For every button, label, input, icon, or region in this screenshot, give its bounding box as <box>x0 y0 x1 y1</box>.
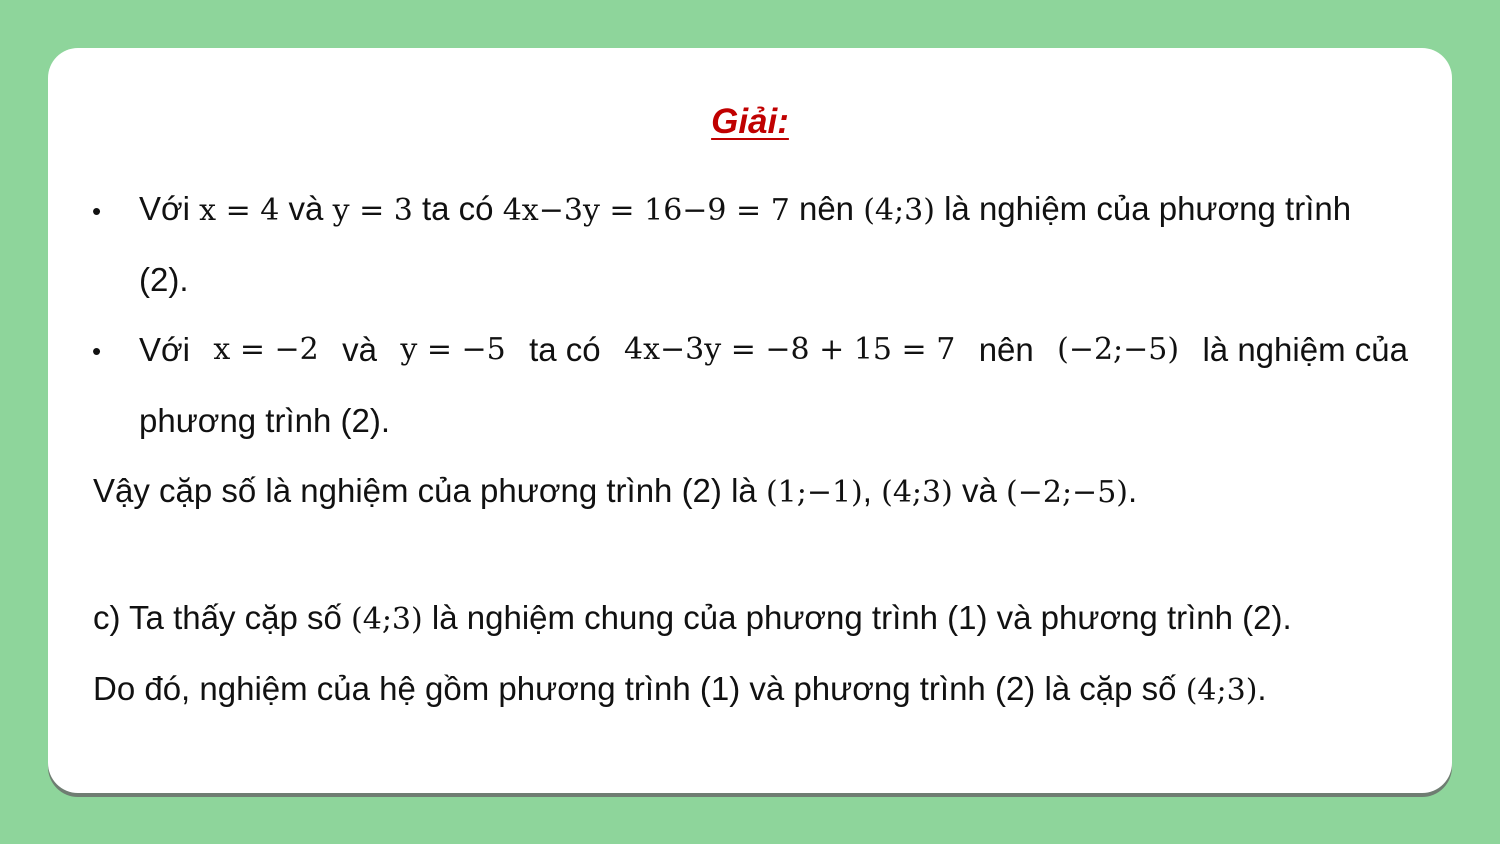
math-expression: (4;3) <box>1185 673 1258 708</box>
text: . <box>1257 670 1267 707</box>
bullet-1-line-2: (2). <box>139 261 189 298</box>
math-expression: (−2;−5) <box>1057 332 1180 367</box>
text: là nghiệm chung của phương trình (1) và phương trình (2). <box>422 599 1292 636</box>
bullet-2-line-2: phương trình (2). <box>139 402 391 439</box>
math-expression: y = −5 <box>400 332 506 367</box>
math-expression: x = −2 <box>213 332 319 367</box>
text: Với <box>139 331 190 368</box>
math-expression: (1;−1) <box>765 475 863 510</box>
text: và <box>342 331 377 368</box>
slide-title: Giải: <box>711 102 789 141</box>
bullet-1-line-1 <box>139 189 1351 231</box>
text: . <box>1127 472 1138 509</box>
bullet-2-line-1 <box>139 330 1408 370</box>
text: và <box>952 472 1007 509</box>
text: Vậy cặp số là nghiệm của phương trình (2) là <box>93 472 766 509</box>
text: nên <box>978 331 1034 368</box>
text: Với <box>139 190 200 227</box>
text: c) Ta thấy cặp số <box>93 599 352 636</box>
part-c-line <box>93 598 1292 640</box>
bullet-marker: • <box>92 196 102 226</box>
text: là nghiệm của <box>1202 331 1408 368</box>
final-line <box>93 669 1267 711</box>
text: Do đó, nghiệm của hệ gồm phương trình (1) và phương trình (2) là cặp số <box>93 670 1186 707</box>
math-expression: y = 3 <box>332 193 413 228</box>
math-expression: 4x−3y = −8 + 15 = 7 <box>624 332 956 367</box>
math-expression: 4x−3y = 16−9 = 7 <box>502 193 790 228</box>
text: và <box>279 190 333 227</box>
math-expression: (−2;−5) <box>1006 475 1128 510</box>
math-expression: x = 4 <box>199 193 280 228</box>
text: ta có <box>412 190 503 227</box>
math-expression: (4;3) <box>863 193 935 228</box>
text: , <box>862 472 882 509</box>
text: ta có <box>529 331 601 368</box>
slide-card <box>48 48 1452 793</box>
bullet-marker: • <box>92 336 102 366</box>
conclusion-line <box>93 471 1137 513</box>
text: nên <box>789 190 864 227</box>
text: là nghiệm của phương trình <box>934 190 1352 227</box>
math-expression: (4;3) <box>351 602 423 637</box>
math-expression: (4;3) <box>881 475 953 510</box>
